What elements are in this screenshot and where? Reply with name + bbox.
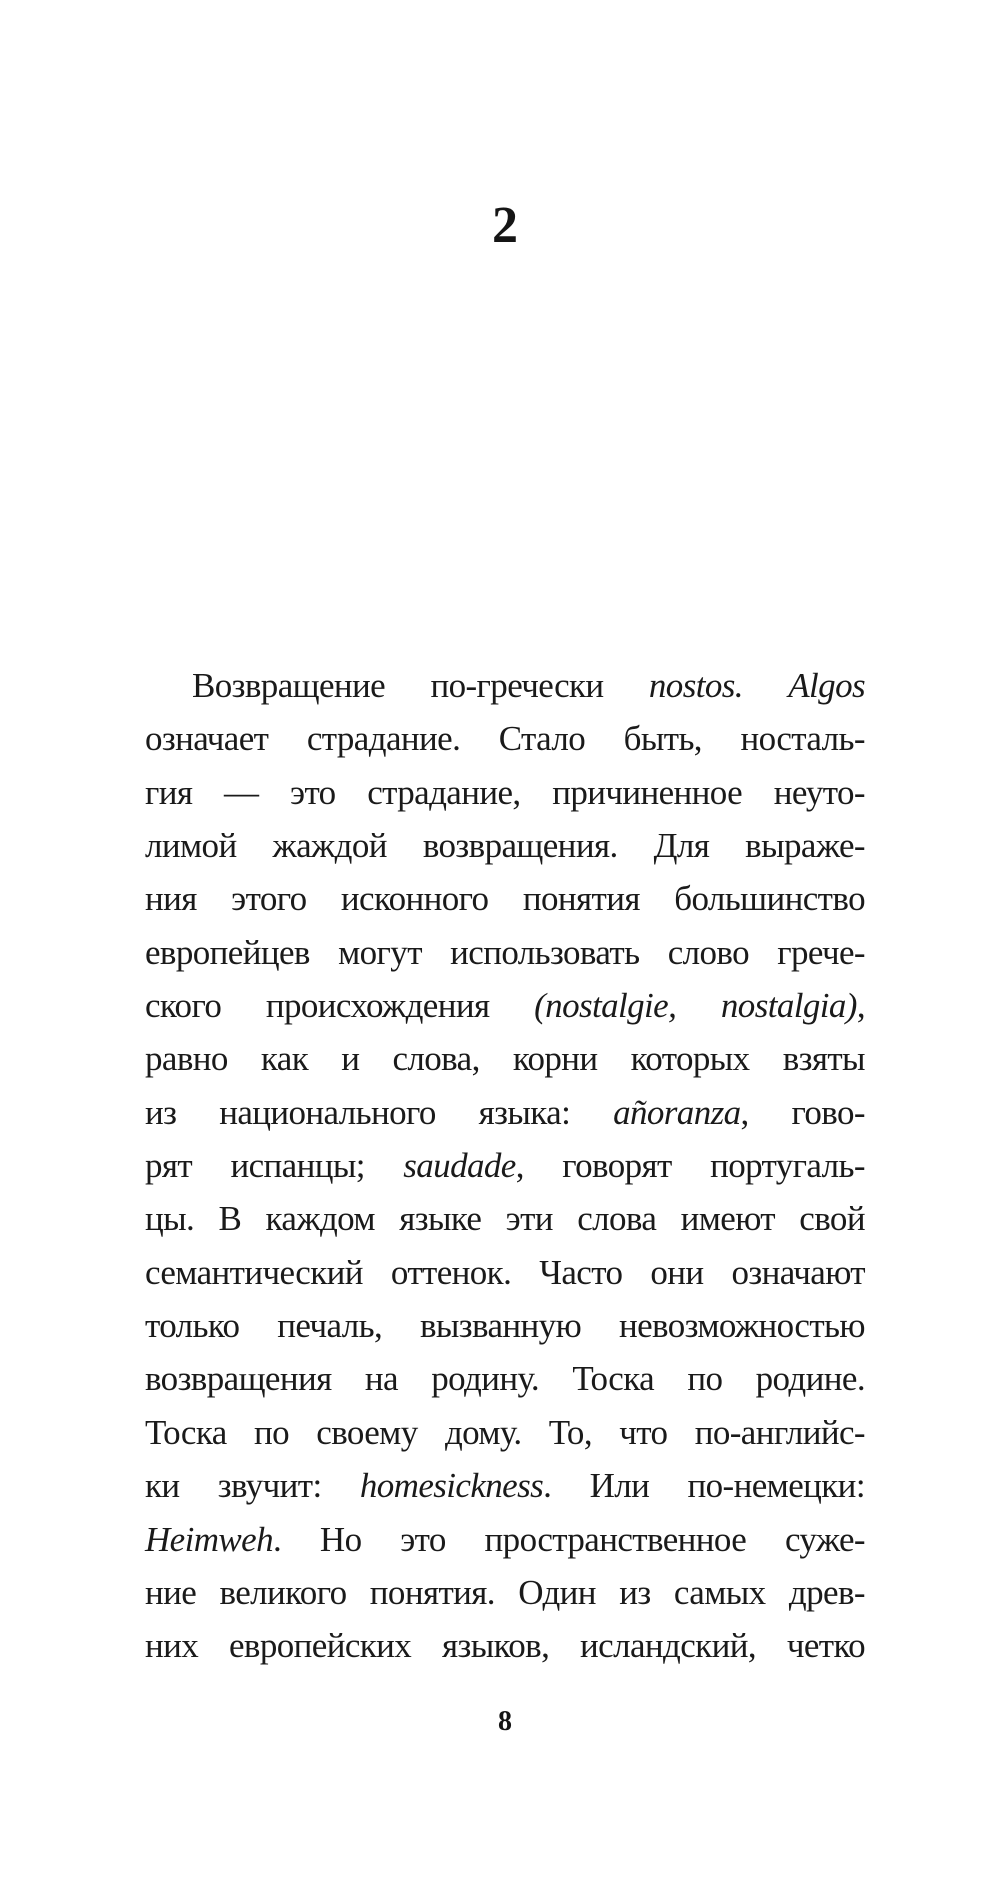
text-line-content xyxy=(145,1352,865,1405)
text-segment: это xyxy=(290,772,336,812)
word xyxy=(145,1299,239,1352)
word xyxy=(360,1459,551,1512)
word xyxy=(145,1513,281,1566)
text-line xyxy=(145,979,865,1032)
text-segment: выраже- xyxy=(745,826,865,866)
text-segment: слова, xyxy=(392,1039,480,1079)
text-segment: гия xyxy=(145,772,193,812)
word xyxy=(783,1032,865,1085)
text-segment: четко xyxy=(786,1626,865,1666)
word xyxy=(145,1032,228,1085)
text-line-content xyxy=(145,819,865,872)
text-segment: исконного xyxy=(340,879,489,919)
text-segment: на xyxy=(364,1359,398,1399)
word xyxy=(145,1352,332,1405)
chapter-number: 2 xyxy=(492,197,518,254)
text-line-content xyxy=(145,926,865,979)
text-line-content xyxy=(145,766,865,819)
word xyxy=(341,872,489,925)
text-segment: имеют xyxy=(680,1199,775,1239)
word xyxy=(145,1192,194,1245)
word xyxy=(145,872,197,925)
word xyxy=(674,1566,766,1619)
text-segment: В xyxy=(218,1199,242,1239)
italic-term: nostos. xyxy=(648,666,743,705)
word xyxy=(400,1513,446,1566)
word xyxy=(442,1619,549,1672)
word xyxy=(649,659,743,712)
word xyxy=(479,1086,571,1139)
word xyxy=(145,926,310,979)
word xyxy=(307,712,460,765)
text-segment: ского xyxy=(145,986,222,1026)
word xyxy=(230,1139,364,1192)
body-paragraph xyxy=(145,659,865,1673)
text-line xyxy=(145,766,865,819)
word xyxy=(745,819,865,872)
text-segment: цы. xyxy=(145,1199,195,1239)
text-segment: родину. xyxy=(431,1359,540,1399)
word xyxy=(277,1299,382,1352)
text-segment: дому. xyxy=(444,1412,522,1452)
word xyxy=(788,659,865,712)
word xyxy=(513,1032,598,1085)
word xyxy=(338,926,422,979)
text-line-content xyxy=(145,1192,865,1245)
text-segment: Тоска xyxy=(572,1359,655,1399)
word xyxy=(613,1086,749,1139)
word xyxy=(145,712,268,765)
text-segment: слово xyxy=(667,932,750,972)
text-segment: Стало xyxy=(498,719,586,759)
word xyxy=(506,1192,553,1245)
word xyxy=(731,1246,865,1299)
text-line xyxy=(145,1566,865,1619)
text-segment: Возвращение xyxy=(192,666,386,705)
text-segment: европейских xyxy=(228,1626,412,1666)
page-number: 8 xyxy=(498,1706,512,1737)
word xyxy=(145,1566,196,1619)
word xyxy=(145,1246,363,1299)
text-segment: свой xyxy=(799,1199,865,1239)
text-line-content xyxy=(145,1246,865,1299)
text-segment: , xyxy=(740,1092,749,1132)
word xyxy=(273,819,387,872)
word xyxy=(792,1086,865,1139)
word xyxy=(619,1299,865,1352)
word xyxy=(231,872,306,925)
text-segment: них xyxy=(145,1626,199,1666)
text-segment: . xyxy=(273,1519,282,1559)
word xyxy=(499,712,585,765)
word xyxy=(420,1299,581,1352)
text-line-content xyxy=(145,1566,865,1619)
word xyxy=(430,659,603,712)
text-segment: что xyxy=(619,1412,668,1452)
text-line xyxy=(145,712,865,765)
word xyxy=(619,1406,667,1459)
text-segment: понятия xyxy=(522,879,640,919)
word xyxy=(266,979,490,1032)
word xyxy=(774,766,865,819)
text-line xyxy=(145,1139,865,1192)
word xyxy=(370,1566,495,1619)
word xyxy=(674,872,865,925)
word xyxy=(266,1192,375,1245)
word xyxy=(290,766,336,819)
word xyxy=(523,872,640,925)
word xyxy=(485,1513,747,1566)
word xyxy=(777,926,865,979)
text-line-content xyxy=(145,1459,865,1512)
word xyxy=(619,1566,650,1619)
text-segment: неуто- xyxy=(773,772,865,812)
text-line xyxy=(145,1246,865,1299)
word xyxy=(687,1352,722,1405)
text-segment: эти xyxy=(505,1199,553,1239)
word xyxy=(403,1139,524,1192)
text-segment: по xyxy=(687,1359,723,1399)
text-segment: причиненное xyxy=(552,772,743,812)
text-segment: они xyxy=(650,1252,704,1292)
text-segment: означает xyxy=(145,719,269,759)
word xyxy=(145,1619,198,1672)
word xyxy=(399,1192,481,1245)
text-line xyxy=(145,1352,865,1405)
text-line-content xyxy=(145,872,865,925)
word xyxy=(552,766,742,819)
text-line-content xyxy=(145,1513,865,1566)
text-segment: корни xyxy=(512,1039,598,1079)
text-segment: языков, xyxy=(442,1626,550,1666)
word xyxy=(539,1246,622,1299)
text-segment: равно xyxy=(145,1039,228,1079)
text-segment: большинство xyxy=(674,879,865,919)
text-segment: жаждой xyxy=(272,826,387,866)
text-segment: своему xyxy=(316,1412,418,1452)
word xyxy=(450,926,639,979)
text-segment: слова xyxy=(577,1199,657,1239)
word xyxy=(799,1192,865,1245)
word xyxy=(145,1139,192,1192)
text-line-content xyxy=(145,979,865,1032)
word xyxy=(668,926,749,979)
text-segment: великого xyxy=(219,1572,347,1612)
text-segment: использовать xyxy=(450,932,640,972)
word xyxy=(192,659,385,712)
word xyxy=(624,712,702,765)
text-segment: из xyxy=(145,1092,177,1132)
text-segment: национального xyxy=(219,1092,436,1132)
word xyxy=(650,1246,703,1299)
text-segment: происхождения xyxy=(265,986,490,1026)
italic-term: Heimweh xyxy=(145,1519,273,1559)
text-segment: . xyxy=(543,1466,552,1506)
word xyxy=(572,1352,654,1405)
text-segment: Для xyxy=(653,826,710,866)
text-segment: гово- xyxy=(791,1092,865,1132)
word xyxy=(254,1406,289,1459)
text-segment: грече- xyxy=(777,932,865,972)
text-line xyxy=(145,926,865,979)
word xyxy=(654,819,710,872)
text-segment: по-английс- xyxy=(694,1412,865,1452)
text-segment: рят xyxy=(145,1146,193,1186)
text-segment: ния xyxy=(145,879,197,919)
text-line xyxy=(145,1299,865,1352)
word xyxy=(341,1032,359,1085)
word xyxy=(145,979,221,1032)
text-segment: оттенок. xyxy=(390,1252,512,1292)
word xyxy=(787,1619,865,1672)
text-line-content xyxy=(145,1032,865,1085)
text-segment: европейцев xyxy=(145,932,310,972)
text-line-content xyxy=(192,659,865,712)
text-segment: и xyxy=(341,1039,360,1079)
word xyxy=(431,1352,539,1405)
text-line-content xyxy=(145,1619,865,1672)
text-segment: древ- xyxy=(788,1572,865,1612)
word xyxy=(229,1619,411,1672)
text-segment: говорят xyxy=(562,1146,672,1186)
word xyxy=(391,1246,511,1299)
word xyxy=(365,1352,398,1405)
word xyxy=(224,766,258,819)
text-segment: ние xyxy=(145,1572,197,1612)
text-line xyxy=(145,1086,865,1139)
text-segment: из xyxy=(619,1572,651,1612)
text-segment: лимой xyxy=(145,826,237,866)
text-segment: Но xyxy=(319,1519,362,1559)
text-line xyxy=(145,659,865,712)
word xyxy=(145,1406,227,1459)
text-segment: То, xyxy=(548,1412,592,1452)
text-segment: испанцы; xyxy=(230,1146,365,1186)
italic-term: añoranza xyxy=(613,1092,741,1132)
word xyxy=(518,1566,596,1619)
italic-term: (nostalgie, xyxy=(534,986,677,1026)
text-segment: каждом xyxy=(265,1199,375,1239)
text-line-content xyxy=(145,1139,865,1192)
word xyxy=(681,1192,775,1245)
text-line-content xyxy=(145,1406,865,1459)
text-segment: только xyxy=(145,1306,240,1346)
text-segment: печаль, xyxy=(277,1306,383,1346)
text-line xyxy=(145,1406,865,1459)
word xyxy=(219,1086,436,1139)
text-line xyxy=(145,819,865,872)
word xyxy=(789,1566,865,1619)
text-segment: родине. xyxy=(755,1359,865,1399)
text-segment: как xyxy=(260,1039,309,1079)
text-segment: возвращения. xyxy=(422,826,618,866)
text-segment: самых xyxy=(673,1572,766,1612)
italic-term: saudade xyxy=(403,1146,516,1186)
text-segment: которых xyxy=(630,1039,750,1079)
text-segment: звучит: xyxy=(217,1466,322,1506)
text-segment: по-немецки: xyxy=(687,1466,865,1506)
word xyxy=(590,1459,650,1512)
word xyxy=(785,1513,865,1566)
word xyxy=(145,1086,176,1139)
text-segment: возвращения xyxy=(145,1359,332,1399)
text-segment: пространственное xyxy=(484,1519,747,1559)
word xyxy=(367,766,520,819)
text-segment: этого xyxy=(231,879,307,919)
word xyxy=(261,1032,308,1085)
text-segment: быть, xyxy=(623,719,702,759)
italic-term: nostalgia) xyxy=(720,986,857,1026)
text-segment: — xyxy=(224,772,259,812)
text-segment: , xyxy=(856,986,865,1026)
text-segment: , xyxy=(515,1146,524,1186)
italic-term: homesickness xyxy=(359,1466,544,1506)
word xyxy=(562,1139,671,1192)
word xyxy=(145,1459,180,1512)
text-segment: португаль- xyxy=(710,1146,865,1186)
text-segment: ки xyxy=(145,1466,180,1506)
word xyxy=(756,1352,865,1405)
text-segment: по xyxy=(253,1412,289,1452)
word xyxy=(392,1032,479,1085)
text-segment: Один xyxy=(518,1572,596,1612)
text-segment: суже- xyxy=(784,1519,865,1559)
word xyxy=(577,1192,656,1245)
text-segment: Или xyxy=(589,1466,650,1506)
word xyxy=(534,979,676,1032)
word xyxy=(695,1406,865,1459)
text-segment: по-гречески xyxy=(430,666,604,705)
word xyxy=(145,766,192,819)
text-segment: носталь- xyxy=(740,719,865,759)
text-segment: Часто xyxy=(539,1252,623,1292)
word xyxy=(710,1139,865,1192)
word xyxy=(549,1406,592,1459)
italic-term: Algos xyxy=(788,666,865,705)
text-segment: это xyxy=(400,1519,446,1559)
text-segment: означают xyxy=(731,1252,865,1292)
text-line xyxy=(145,1619,865,1672)
text-line-content xyxy=(145,1299,865,1352)
text-segment: понятия. xyxy=(369,1572,495,1612)
text-segment: невозможностью xyxy=(618,1306,865,1346)
word xyxy=(320,1513,362,1566)
text-line xyxy=(145,1513,865,1566)
word xyxy=(721,979,865,1032)
word xyxy=(631,1032,750,1085)
text-line xyxy=(145,872,865,925)
text-segment: взяты xyxy=(782,1039,865,1079)
text-segment: языке xyxy=(399,1199,482,1239)
text-line-content xyxy=(145,712,865,765)
text-line xyxy=(145,1459,865,1512)
word xyxy=(445,1406,522,1459)
text-segment: языка: xyxy=(478,1092,571,1132)
word xyxy=(219,1192,242,1245)
text-segment: страдание, xyxy=(367,772,521,812)
text-segment: исландский, xyxy=(580,1626,757,1666)
text-segment: страдание. xyxy=(306,719,461,759)
text-line xyxy=(145,1032,865,1085)
word xyxy=(218,1459,322,1512)
word xyxy=(740,712,865,765)
text-segment: могут xyxy=(338,932,422,972)
text-line-content xyxy=(145,1086,865,1139)
word xyxy=(688,1459,865,1512)
text-segment: Тоска xyxy=(145,1412,227,1452)
text-segment: вызванную xyxy=(419,1306,582,1346)
word xyxy=(423,819,618,872)
text-segment: семантический xyxy=(145,1252,363,1292)
word xyxy=(145,819,237,872)
word xyxy=(220,1566,347,1619)
text-line xyxy=(145,1192,865,1245)
word xyxy=(580,1619,756,1672)
word xyxy=(316,1406,417,1459)
